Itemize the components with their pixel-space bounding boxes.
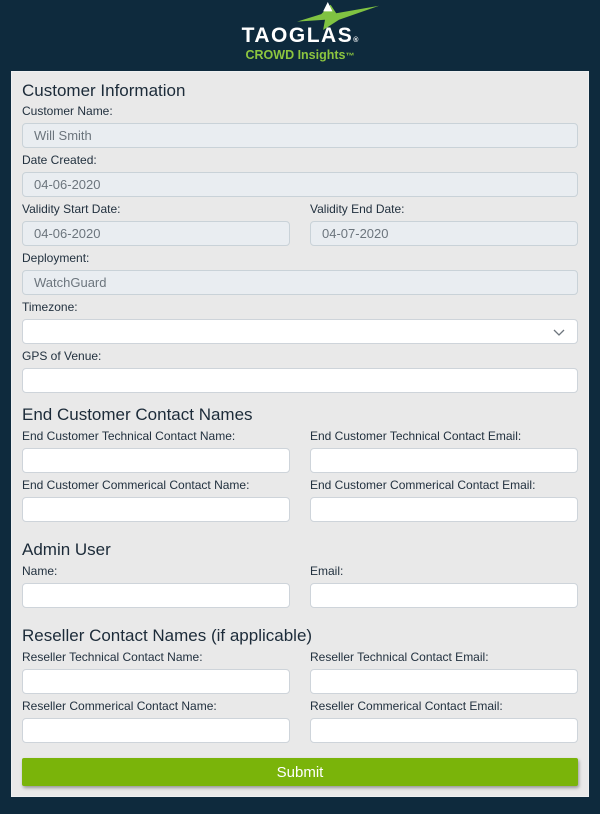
validity-start-date-input[interactable] xyxy=(22,221,290,246)
admin-email-input[interactable] xyxy=(310,583,578,608)
field-group-date-created xyxy=(22,154,578,197)
timezone-select[interactable] xyxy=(22,319,578,344)
reseller-commerical-contact-email-label: Reseller Commerical Contact Email: xyxy=(310,699,503,713)
trademark: ™ xyxy=(345,51,355,61)
end-customer-commerical-row xyxy=(22,479,578,528)
end-customer-technical-contact-email-label: End Customer Technical Contact Email: xyxy=(310,429,522,443)
reseller-technical-contact-email-label: Reseller Technical Contact Email: xyxy=(310,650,489,664)
date-created-label: Date Created: xyxy=(22,153,97,167)
admin-email-label: Email: xyxy=(310,564,344,578)
reseller-commerical-contact-name-input[interactable] xyxy=(22,718,290,743)
field-group-admin-email xyxy=(310,565,578,608)
field-group-reseller-comm-email xyxy=(310,700,578,743)
field-group-ec-comm-name xyxy=(22,479,290,522)
section-title-admin-user: Admin User xyxy=(22,540,111,559)
validity-end-date-input[interactable] xyxy=(310,221,578,246)
end-customer-technical-contact-name-input[interactable] xyxy=(22,448,290,473)
field-group-validity-end xyxy=(310,203,578,246)
field-group-validity-start xyxy=(22,203,290,246)
field-group-ec-tech-email xyxy=(310,430,578,473)
end-customer-commerical-contact-email-label: End Customer Commerical Contact Email: xyxy=(310,478,536,492)
product-name: CROWD Insights™ xyxy=(245,48,355,62)
field-group-gps xyxy=(22,350,578,393)
section-title-customer-information: Customer Information xyxy=(22,81,186,100)
gps-of-venue-label: GPS of Venue: xyxy=(22,349,102,363)
deployment-input[interactable] xyxy=(22,270,578,295)
header xyxy=(0,0,600,71)
reseller-commerical-contact-email-input[interactable] xyxy=(310,718,578,743)
field-group-reseller-comm-name xyxy=(22,700,290,743)
section-title-end-customer-contacts: End Customer Contact Names xyxy=(22,405,253,424)
submit-button[interactable]: Submit xyxy=(22,758,578,786)
brand-logo-text: TAOGLAS® xyxy=(241,24,359,47)
end-customer-commerical-contact-name-input[interactable] xyxy=(22,497,290,522)
field-group-deployment xyxy=(22,252,578,295)
chevron-down-icon xyxy=(553,329,565,337)
field-group-timezone xyxy=(22,301,578,344)
field-group-ec-tech-name xyxy=(22,430,290,473)
validity-dates-row xyxy=(22,203,578,252)
field-group-customer-name xyxy=(22,105,578,148)
registered-mark: ® xyxy=(353,37,359,44)
field-group-ec-comm-email xyxy=(310,479,578,522)
admin-name-label: Name: xyxy=(22,564,58,578)
validity-start-date-label: Validity Start Date: xyxy=(22,202,121,216)
reseller-commerical-row xyxy=(22,700,578,749)
admin-user-row xyxy=(22,565,578,614)
end-customer-technical-row xyxy=(22,430,578,479)
timezone-label: Timezone: xyxy=(22,300,78,314)
section-title-reseller-contacts: Reseller Contact Names (if applicable) xyxy=(22,626,313,645)
gps-of-venue-input[interactable] xyxy=(22,368,578,393)
customer-name-label: Customer Name: xyxy=(22,104,113,118)
end-customer-commerical-contact-name-label: End Customer Commerical Contact Name: xyxy=(22,478,250,492)
field-group-reseller-tech-name xyxy=(22,651,290,694)
deployment-label: Deployment: xyxy=(22,251,90,265)
reseller-technical-row xyxy=(22,651,578,700)
validity-end-date-label: Validity End Date: xyxy=(310,202,405,216)
field-group-reseller-tech-email xyxy=(310,651,578,694)
customer-form xyxy=(11,71,589,797)
reseller-technical-contact-name-label: Reseller Technical Contact Name: xyxy=(22,650,203,664)
admin-name-input[interactable] xyxy=(22,583,290,608)
reseller-technical-contact-name-input[interactable] xyxy=(22,669,290,694)
date-created-input[interactable] xyxy=(22,172,578,197)
end-customer-commerical-contact-email-input[interactable] xyxy=(310,497,578,522)
customer-name-input[interactable] xyxy=(22,123,578,148)
taoglas-logo xyxy=(190,0,410,71)
reseller-commerical-contact-name-label: Reseller Commerical Contact Name: xyxy=(22,699,217,713)
end-customer-technical-contact-name-label: End Customer Technical Contact Name: xyxy=(22,429,236,443)
field-group-admin-name xyxy=(22,565,290,608)
reseller-technical-contact-email-input[interactable] xyxy=(310,669,578,694)
end-customer-technical-contact-email-input[interactable] xyxy=(310,448,578,473)
